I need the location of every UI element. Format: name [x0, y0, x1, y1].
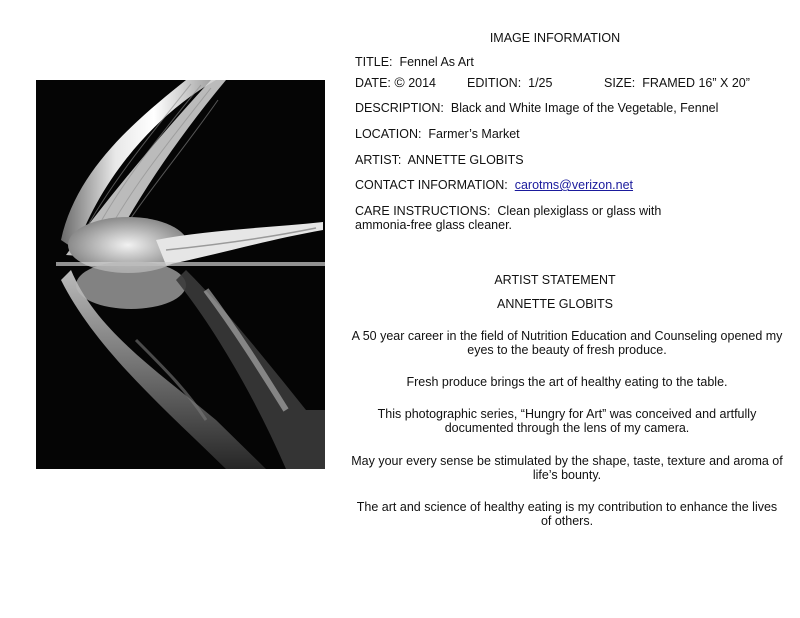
- care-row: [355, 204, 675, 232]
- statement-paragraph-2: Fresh produce brings the art of healthy eating to the table.: [406, 375, 728, 389]
- artist-label: ARTIST:: [355, 153, 402, 167]
- statement-paragraph-1: A 50 year career in the field of Nutrition Education and Counseling opened my eyes to the beauty of fresh produce.: [351, 329, 783, 357]
- date-label: DATE:: [355, 76, 391, 90]
- image-information-heading: IMAGE INFORMATION: [489, 31, 621, 45]
- title-label: TITLE:: [355, 55, 393, 69]
- artist-statement-heading: ARTIST STATEMENT: [494, 273, 616, 287]
- description-label: DESCRIPTION:: [355, 101, 444, 115]
- care-label: CARE INSTRUCTIONS:: [355, 204, 491, 218]
- artist-value: ANNETTE GLOBITS: [407, 153, 524, 167]
- contact-row: [355, 178, 633, 192]
- care-value: Clean plexiglass or glass with ammonia-free glass cleaner.: [355, 204, 662, 232]
- size-value: FRAMED 16” X 20”: [642, 76, 750, 90]
- edition-row: [467, 76, 552, 90]
- edition-label: EDITION:: [467, 76, 522, 90]
- artist-row: [355, 153, 524, 167]
- title-value: Fennel As Art: [399, 55, 474, 69]
- date-value: 2014: [408, 76, 436, 90]
- location-row: [355, 127, 520, 141]
- title-row: [355, 55, 474, 69]
- size-label: SIZE:: [604, 76, 636, 90]
- contact-label: CONTACT INFORMATION:: [355, 178, 508, 192]
- size-row: [604, 76, 750, 90]
- edition-value: 1/25: [528, 76, 553, 90]
- description-value: Black and White Image of the Vegetable, Fennel: [450, 101, 719, 115]
- fennel-photo-graphic: [36, 80, 325, 469]
- location-value: Farmer’s Market: [428, 127, 520, 141]
- location-label: LOCATION:: [355, 127, 422, 141]
- statement-paragraph-5: The art and science of healthy eating is my contribution to enhance the lives of others.: [356, 500, 778, 528]
- statement-paragraph-3: This photographic series, “Hungry for Art” was conceived and artfully documented through the lens of my camera.: [377, 407, 757, 435]
- copyright-symbol: ©: [394, 74, 405, 90]
- description-row: [355, 101, 718, 115]
- fennel-photo: [36, 80, 325, 469]
- statement-paragraph-4: May your every sense be stimulated by the shape, taste, texture and aroma of life’s bounty.: [351, 454, 783, 482]
- contact-email-link[interactable]: carotms@verizon.net: [514, 178, 634, 192]
- date-row: [355, 76, 436, 90]
- artist-statement-name: ANNETTE GLOBITS: [497, 297, 613, 311]
